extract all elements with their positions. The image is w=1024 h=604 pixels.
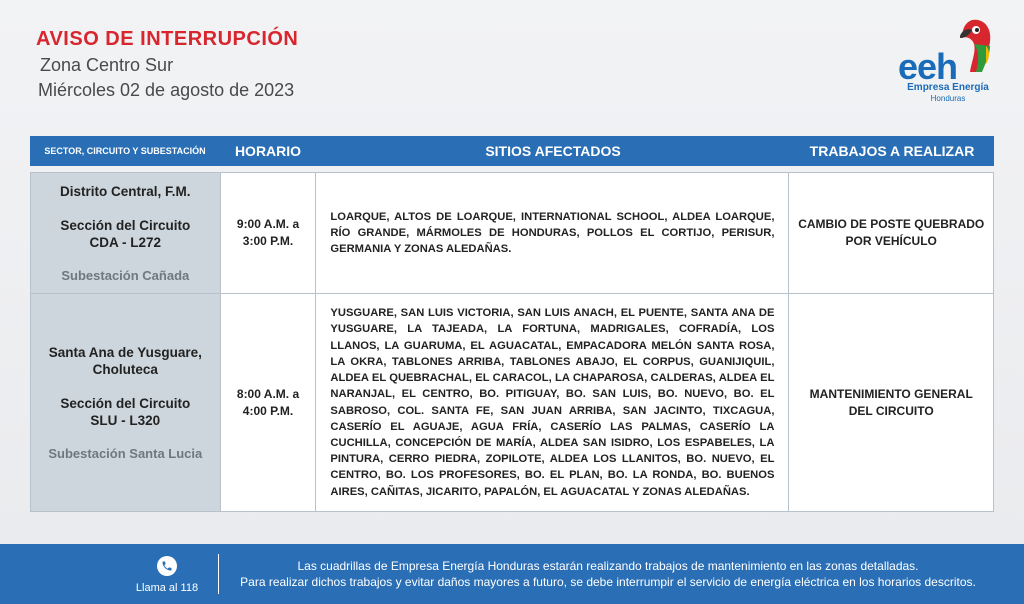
schedule-cell [221,173,317,293]
logo-wordmark: eeh [898,46,958,87]
logo-company-name: Empresa Energía [907,82,989,93]
sector-name: Santa Ana de Yusguare, Choluteca [48,345,202,377]
logo-country: Honduras [930,94,966,103]
sites-cell [316,173,789,293]
substation-name: Subestación Santa Lucia [48,446,203,461]
footer-message-line-2: Para realizar dichos trabajos y evitar daños mayores a futuro, se debe interrumpir el servicio de energía eléctrica en los horarios descritos. [240,575,976,589]
schedule-start: 8:00 A.M. a [236,386,300,401]
header-sites: SITIOS AFECTADOS [485,143,621,159]
interruption-table [30,136,994,512]
table-row [30,172,994,294]
header-schedule: HORARIO [234,143,302,159]
work-line-2: POR VEHÍCULO [845,234,937,248]
sites-list: YUSGUARE, SAN LUIS VICTORIA, SAN LUIS ANACH, EL PUENTE, SANTA ANA DE YUSGUARE, LA TAJEADA, LA FORTUNA, MADRIGALES, COFRADÍA, LOS LLANOS, LA GUARUMA, EL AGUACATAL, EMPACADORA MELÓN SANTA ROSA, LA OKRA, TABLONES ARRIBA, TABLONES ABAJO, EL CORPUS, GUANIJIQUIL, ALDEA EL QUEBRACHAL, EL CARACOL, LA CHAPAROSA, CALDERAS, ALDEA EL NARANJAL, EL CENTRO, BO. PITIGUAY, BO. SAN LUIS, BO. NUEVO, BO. EL SABROSO, COL. SANTA FE, SAN JUAN ARRIBA, SAN JACINTO, TIXCAGUA, CASERÍO EL AGUAJE, AGUA FRÍA, CASERÍO LAS PALMAS, CASERÍO LA CUCHILLA, CONCEPCIÓN DE MARÍA, ALDEA SAN ISIDRO, LOS ESPABELES, LA PINTURA, CERRO PIEDRA, ZOPILOTE, ALDEA LOS LLANITOS, BO. NUEVO, EL CENTRO, BO. LOS PROFESORES, BO. EL PLAN, BO. LA RONDA, BO. BUENOS AIRES, CAÑITAS, JICARITO, PAPALÓN, EL AGUACATAL Y ZONAS ALEDAÑAS. [330,307,775,498]
footer-bar [0,544,1024,604]
circuit-code: SLU - L320 [90,413,161,428]
phone-label: Llama al 118 [135,582,199,594]
sites-cell [316,294,789,511]
schedule-cell [221,294,317,511]
work-cell [789,173,993,293]
circuit-label: Sección del Circuito [60,218,191,233]
work-line-2: DEL CIRCUITO [848,403,934,418]
work-cell [789,294,993,511]
footer-message-line-1: Las cuadrillas de Empresa Energía Honduras estarán realizando trabajos de mantenimiento en las zonas detalladas. [297,559,919,573]
schedule-start: 9:00 A.M. a [236,217,300,231]
sector-cell [31,294,221,511]
substation-name: Subestación Cañada [61,268,190,283]
notice-title: AVISO DE INTERRUPCIÓN [36,28,299,50]
sector-cell [31,173,221,293]
circuit-code: CDA - L272 [89,235,162,250]
sites-list: LOARQUE, ALTOS DE LOARQUE, INTERNATIONAL SCHOOL, ALDEA LOARQUE, RÍO GRANDE, MÁRMOLES DE HONDURAS, POLLOS EL CORTIJO, PERISUR, GERMANIA Y ZONAS ALEDAÑAS. [330,210,775,256]
notice-header [36,28,298,101]
sector-name: Distrito Central, F.M. [60,184,191,199]
footer-message [226,558,990,590]
table-header [30,136,994,166]
circuit-label: Sección del Circuito [60,396,191,411]
table-row [30,294,994,512]
work-line-1: CAMBIO DE POSTE QUEBRADO [798,217,985,231]
work-line-1: MANTENIMIENTO GENERAL [809,386,973,401]
phone-contact[interactable] [130,556,204,594]
schedule-end: 3:00 P.M. [242,234,294,248]
zone-subtitle: Zona Centro Sur [40,55,174,75]
phone-icon [157,556,177,576]
header-sector: SECTOR, CIRCUITO Y SUBESTACIÓN [44,146,206,156]
footer-divider [218,554,219,594]
header-work: TRABAJOS A REALIZAR [809,143,975,159]
schedule-end: 4:00 P.M. [242,403,294,418]
company-logo [898,16,994,106]
notice-date: Miércoles 02 de agosto de 2023 [38,80,295,100]
